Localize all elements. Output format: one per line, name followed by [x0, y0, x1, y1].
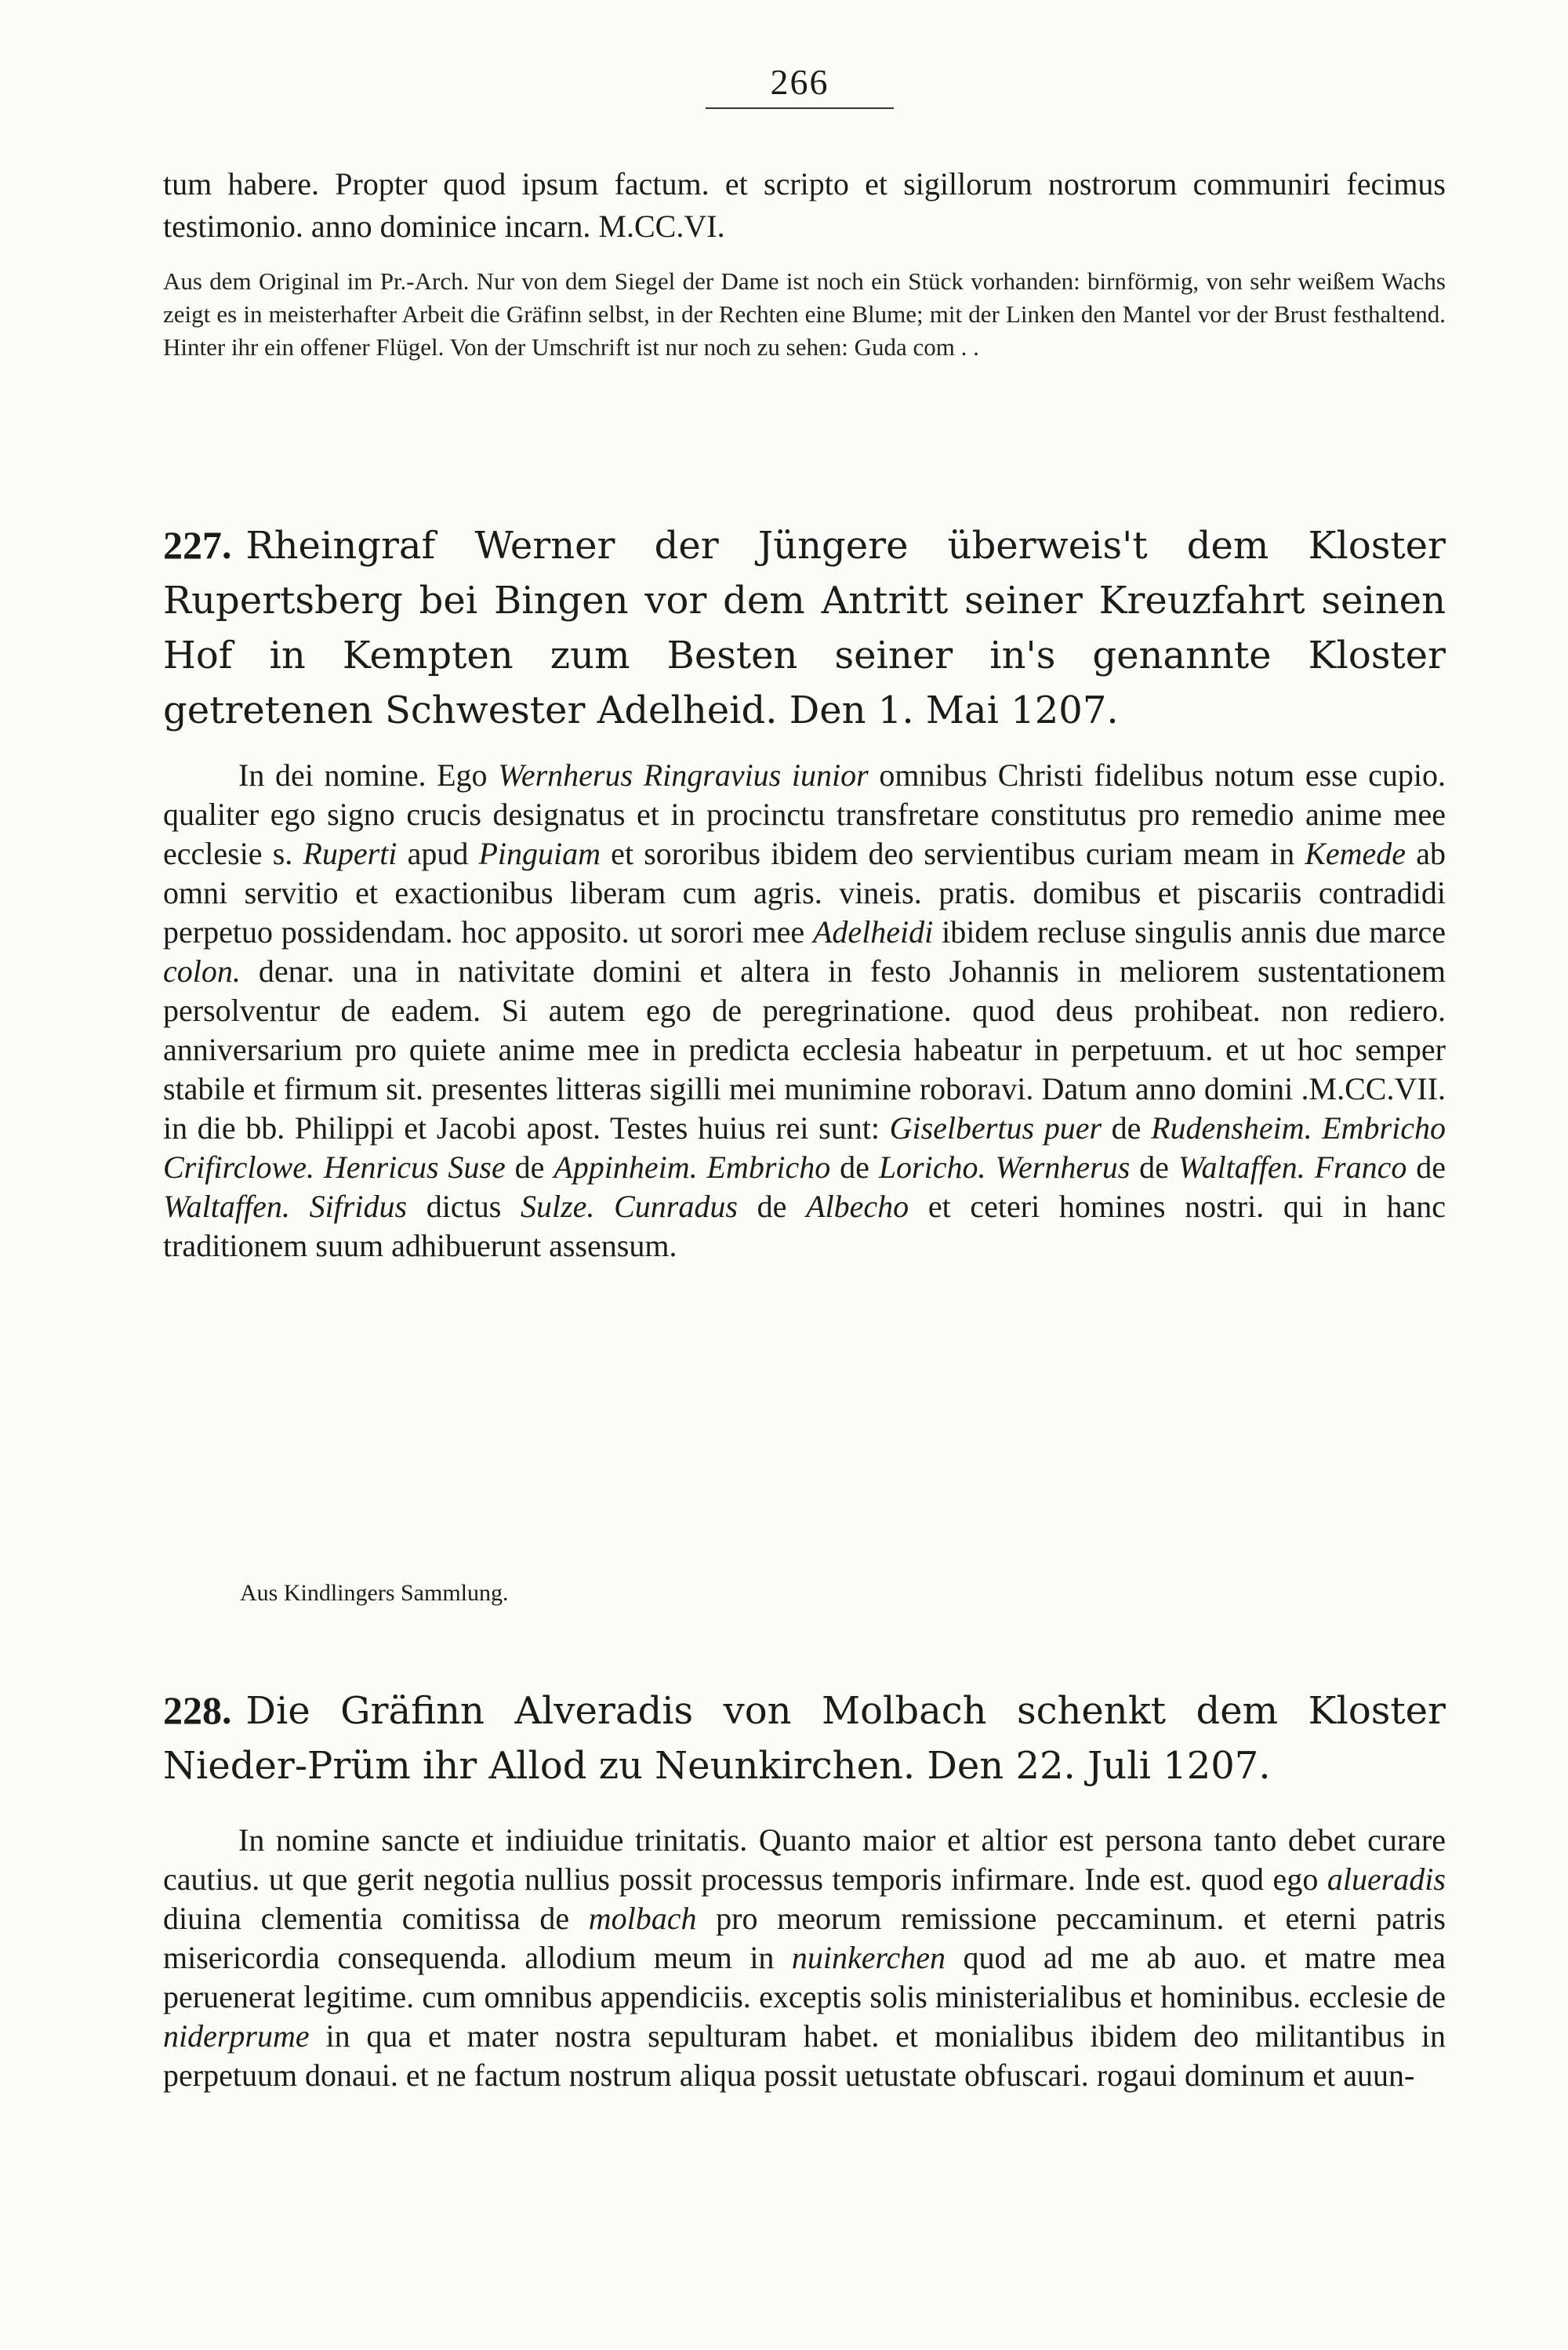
text-run: et sororibus ibidem deo servientibus curiam meam in [601, 836, 1305, 871]
place-name: Waltaffen. [1178, 1150, 1305, 1185]
italic-term: colon. [163, 953, 241, 989]
personal-name: Embricho [706, 1150, 831, 1185]
charter-text-228 [163, 1821, 1446, 2095]
text-run: in qua et mater nostra sepulturam habet. et monialibus ibidem deo militantibus in perpetuum donaui. et ne factum nostrum aliqua possit uetustate obfuscari. rogaui dominum et auun- [163, 2018, 1446, 2093]
editorial-note: Aus dem Original im Pr.-Arch. Nur von dem Siegel der Dame ist noch ein Stück vorhanden: birnförmig, von sehr weißem Wachs zeigt es in meisterhafter Arbeit die Gräfinn selbst, in der Rechten eine Blume; mit der Linken den Mantel vor der Brust festhaltend. Hinter ihr ein offener Flügel. Von der Umschrift ist nur noch zu sehen: Guda com . . [163, 267, 1446, 361]
personal-name: Embricho Crifirclowe. [163, 1110, 1446, 1185]
place-name: Pinguiam [478, 836, 601, 871]
personal-name: Sulze. [520, 1189, 595, 1224]
text-run [314, 1150, 324, 1185]
personal-name: Wernherus Ringravius iunior [498, 757, 869, 793]
text-run: In dei nomine. Ego [238, 757, 499, 793]
text-run: omnibus Christi fidelibus notum esse cupio. qualiter ego signo crucis designatus et in procinctu transfretare constitutus pro remedio anime mee ecclesie s. [163, 757, 1446, 871]
personal-name: Cunradus [614, 1189, 738, 1224]
personal-name: Adelheidi [813, 914, 934, 950]
document-number: 227. [163, 523, 232, 567]
place-name: Kemede [1305, 836, 1406, 871]
text-run: de [830, 1150, 879, 1185]
text-run: et ceteri homines nostri. qui in hanc traditionem suum adhibuerunt assensum. [163, 1189, 1446, 1263]
place-name: Appinheim. [554, 1150, 698, 1185]
document-number: 228. [163, 1688, 232, 1732]
document-summary: Die Gräfinn Alveradis von Molbach schenkt dem Kloster Nieder-Prüm ihr Allod zu Neunkirchen. Den 22. Juli 1207. [163, 1689, 1446, 1788]
text-run [1305, 1150, 1315, 1185]
text-run: apud [397, 836, 479, 871]
place-name: Loricho. [878, 1150, 986, 1185]
charter-text-227 [163, 756, 1446, 1266]
text-run [594, 1189, 614, 1224]
text-run: quod ad me ab auo. et matre mea peruenerat legitime. cum omnibus appendiciis. exceptis solis ministerialibus et hominibus. ecclesie de [163, 1940, 1446, 2014]
text-run: ab omni servitio et exactionibus liberam cum agris. vineis. pratis. domibus et piscariis contradidi perpetuo possidendam. hoc apposito. ut sorori mee [163, 836, 1446, 950]
personal-name: Franco [1314, 1150, 1407, 1185]
personal-name: Ruperti [303, 836, 397, 871]
text-run: de [737, 1189, 807, 1224]
text-run: ibidem recluse singulis annis due marce [933, 914, 1446, 950]
source-note-227: Aus Kindlingers Sammlung. [240, 1580, 509, 1606]
continuation-text: tum habere. Propter quod ipsum factum. et scripto et sigillorum nostrorum communiri fecimus testimonio. anno dominice incarn. M.CC.VI. [163, 166, 1446, 244]
personal-name: Wernherus [995, 1150, 1131, 1185]
document-heading-228 [163, 1683, 1446, 1793]
place-name: Rudensheim. [1151, 1110, 1312, 1146]
text-run [698, 1150, 707, 1185]
text-run: In nomine sancte et indiuidue trinitatis. Quanto maior et altior est persona tanto debet curare cautius. ut que gerit negotia nullius possit processus temporis infirmare. Inde est. quod ego [163, 1822, 1446, 1897]
text-run [986, 1150, 996, 1185]
text-run: de [1102, 1110, 1152, 1146]
text-run [290, 1189, 310, 1224]
personal-name: Sifridus [309, 1189, 408, 1224]
text-run: de [1130, 1150, 1178, 1185]
personal-name: Henricus Suse [323, 1150, 506, 1185]
document-summary: Rheingraf Werner der Jüngere überweis't dem Kloster Rupertsberg bei Bingen vor dem Antritt seiner Kreuzfahrt seinen Hof in Kempten zum Besten seiner in's genannte Kloster getretenen Schwester Adelheid. Den 1. Mai 1207. [163, 524, 1446, 732]
place-name: nuinkerchen [791, 1940, 946, 1975]
text-run [1312, 1110, 1323, 1146]
text-run: de [1406, 1150, 1446, 1185]
text-run: dictus [407, 1189, 521, 1224]
place-name: Waltaffen. [163, 1189, 290, 1224]
page-number: 266 [706, 61, 894, 109]
text-run: diuina clementia comitissa de [163, 1901, 589, 1936]
text-run: de [505, 1150, 554, 1185]
place-name: niderprume [163, 2018, 310, 2054]
text-run: denar. una in nativitate domini et altera in festo Johannis in meliorem sustentationem persolventur de eadem. Si autem ego de peregrinatione. quod deus prohibeat. non rediero. anniversarium pro quiete anime mee in predicta ecclesia habeatur in perpetuum. et ut hoc semper stabile et firmum sit. presentes litteras sigilli mei munimine roboravi. Datum anno domini .M.CC.VII. in die bb. Philippi et Jacobi apost. Testes huius rei sunt: [163, 953, 1446, 1146]
place-name: Albecho [806, 1189, 909, 1224]
personal-name: Giselbertus puer [889, 1110, 1102, 1146]
text-run: pro meorum remissione peccaminum. et eterni patris misericordia consequenda. allodium meum in [163, 1901, 1446, 1975]
personal-name: alueradis [1327, 1861, 1446, 1897]
place-name: molbach [588, 1901, 697, 1936]
document-heading-227 [163, 518, 1446, 738]
